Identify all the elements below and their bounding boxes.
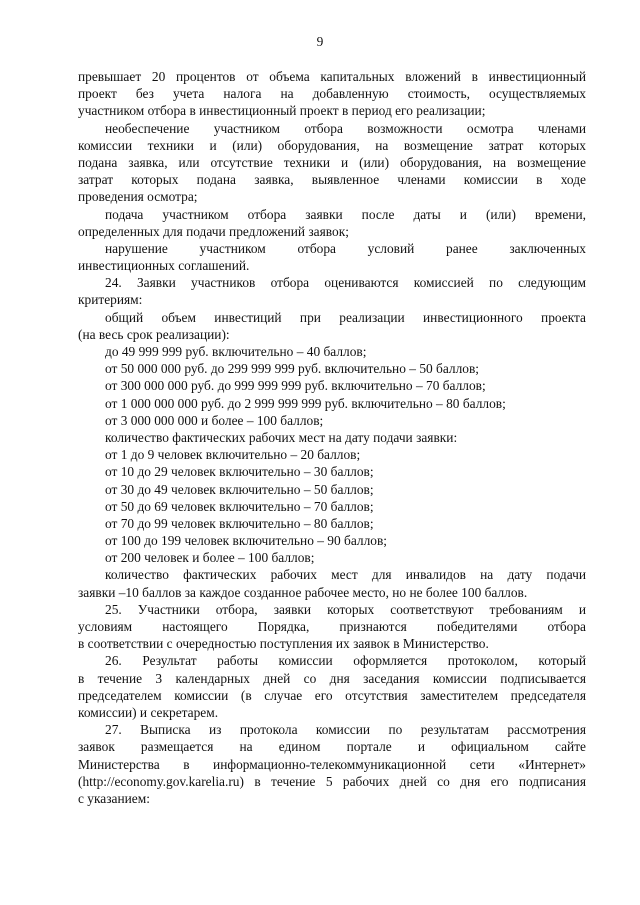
text-line: комиссии) и секретарем. — [78, 704, 219, 720]
text-line: до 49 999 999 руб. включительно – 40 баллов; — [105, 344, 367, 359]
text-line: от 70 до 99 человек включительно – 80 баллов; — [105, 515, 374, 531]
text-line: Министерства в информационно-телекоммуникационной сети «Интернет» — [78, 756, 586, 772]
text-line: председателем комиссии (в случае его отсутствия заместителем председателя — [78, 687, 586, 703]
text-line: от 1 до 9 человек включительно – 20 баллов; — [105, 447, 361, 463]
text-line: количество фактических рабочих мест для инвалидов на дату подачи — [105, 567, 586, 583]
text-line: проект без учета налога на добавленную стоимость, осуществляемых — [78, 86, 586, 102]
text-line: определенных для подачи предложений заявок; — [78, 223, 349, 239]
page-number: 9 — [316, 34, 324, 49]
text-line: проведения осмотра; — [78, 189, 198, 205]
text-line: от 10 до 29 человек включительно – 30 баллов; — [105, 464, 374, 480]
text-line: участником отбора в инвестиционный проект в период его реализации; — [78, 103, 486, 119]
text-line: количество фактических рабочих мест на дату подачи заявки: — [105, 429, 458, 445]
text-line: от 3 000 000 000 и более – 100 баллов; — [105, 412, 324, 428]
text-line: заявок размещается на едином портале и официальном сайте — [78, 739, 586, 755]
text-line: от 50 до 69 человек включительно – 70 баллов; — [105, 498, 374, 514]
text-line: 26. Результат работы комиссии оформляется протоколом, который — [105, 653, 586, 669]
text-line: комиссии техники и (или) оборудования, на возмещение затрат которых — [78, 137, 586, 153]
text-line: от 50 000 000 руб. до 299 999 999 руб. включительно – 50 баллов; — [105, 361, 480, 377]
text-line: затрат которых подана заявка, выявленное членами комиссии в ходе — [78, 172, 586, 188]
text-line: 24. Заявки участников отбора оцениваются комиссией по следующим — [105, 275, 586, 291]
text-line: нарушение участником отбора условий ранее заключенных — [105, 240, 586, 256]
text-line: 27. Выписка из протокола комиссии по результатам рассмотрения — [105, 722, 586, 738]
text-line: с указанием: — [78, 790, 150, 806]
text-line: в соответствии с очередностью поступления их заявок в Министерство. — [78, 636, 489, 652]
text-line: от 100 до 199 человек включительно – 90 баллов; — [105, 533, 387, 549]
text-line: 25. Участники отбора, заявки которых соответствуют требованиям и — [105, 601, 586, 617]
text-line: (http://economy.gov.karelia.ru) в течение 5 рабочих дней со дня его подписания — [78, 773, 586, 789]
text-line: от 300 000 000 руб. до 999 999 999 руб. включительно – 70 баллов; — [105, 378, 486, 394]
text-line: критериям: — [78, 292, 143, 308]
text-line: подача участником отбора заявки после даты и (или) времени, — [105, 206, 586, 222]
text-line: условиям настоящего Порядка, признаются победителями отбора — [78, 619, 586, 634]
text-line: от 200 человек и более – 100 баллов; — [105, 550, 315, 566]
text-line: в течение 3 календарных дней со дня заседания комиссии подписывается — [78, 670, 586, 686]
text-line: от 1 000 000 000 руб. до 2 999 999 999 руб. включительно – 80 баллов; — [105, 395, 506, 411]
text-line: превышает 20 процентов от объема капитальных вложений в инвестиционный — [78, 69, 586, 84]
text-line: заявки –10 баллов за каждое созданное рабочее место, но не более 100 баллов. — [78, 584, 528, 600]
text-line: инвестиционных соглашений. — [78, 258, 250, 274]
text-line: общий объем инвестиций при реализации инвестиционного проекта — [105, 309, 586, 325]
text-line: подана заявка, или отсутствие техники и (или) оборудования, на возмещение — [78, 154, 586, 170]
text-line: (на весь срок реализации): — [78, 326, 230, 342]
text-line: необеспечение участником отбора возможности осмотра членами — [105, 120, 586, 136]
document-body — [78, 68, 586, 807]
text-line: от 30 до 49 человек включительно – 50 баллов; — [105, 481, 374, 497]
